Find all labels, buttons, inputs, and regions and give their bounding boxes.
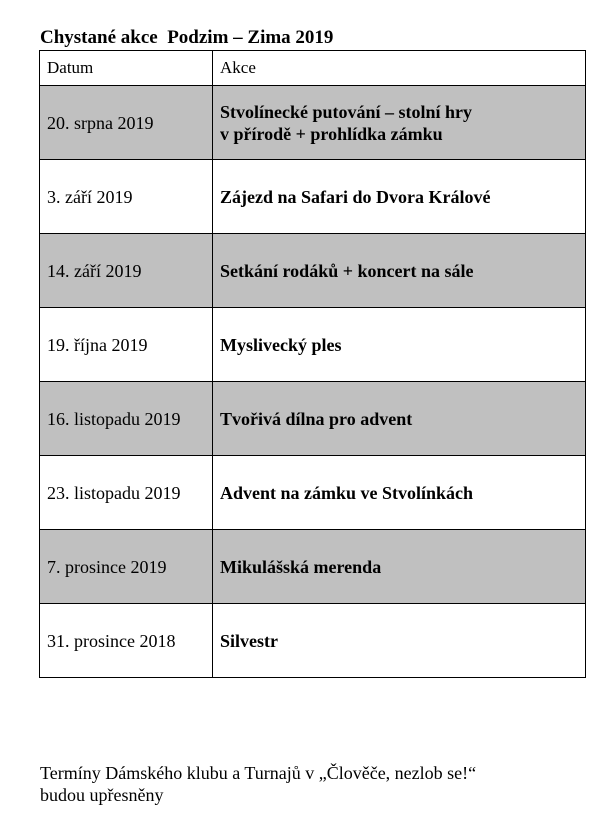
event-name: Advent na zámku ve Stvolínkách xyxy=(213,456,586,530)
event-name: Myslivecký ples xyxy=(213,308,586,382)
event-date: 7. prosince 2019 xyxy=(40,530,213,604)
event-date: 19. října 2019 xyxy=(40,308,213,382)
events-table xyxy=(39,50,586,678)
event-name: Tvořivá dílna pro advent xyxy=(213,382,586,456)
event-name: Silvestr xyxy=(213,604,586,678)
table-row xyxy=(40,86,586,160)
event-name: Stvolínecké putování – stolní hry v přírodě + prohlídka zámku xyxy=(213,86,586,160)
event-name: Setkání rodáků + koncert na sále xyxy=(213,234,586,308)
event-date: 23. listopadu 2019 xyxy=(40,456,213,530)
event-date: 31. prosince 2018 xyxy=(40,604,213,678)
table-row xyxy=(40,604,586,678)
table-row xyxy=(40,456,586,530)
event-date: 3. září 2019 xyxy=(40,160,213,234)
table-row xyxy=(40,308,586,382)
table-row xyxy=(40,530,586,604)
header-event: Akce xyxy=(213,51,586,86)
event-name: Mikulášská merenda xyxy=(213,530,586,604)
footer-note: Termíny Dámského klubu a Turnajů v „Člověče, nezlob se!“ budou upřesněny xyxy=(40,763,477,805)
page-title: Chystané akce Podzim – Zima 2019 xyxy=(40,27,334,48)
event-name: Zájezd na Safari do Dvora Králové xyxy=(213,160,586,234)
table-row xyxy=(40,234,586,308)
table-header-row xyxy=(40,51,586,86)
table-row xyxy=(40,160,586,234)
event-date: 20. srpna 2019 xyxy=(40,86,213,160)
table-row xyxy=(40,382,586,456)
header-date: Datum xyxy=(40,51,213,86)
event-date: 16. listopadu 2019 xyxy=(40,382,213,456)
event-date: 14. září 2019 xyxy=(40,234,213,308)
